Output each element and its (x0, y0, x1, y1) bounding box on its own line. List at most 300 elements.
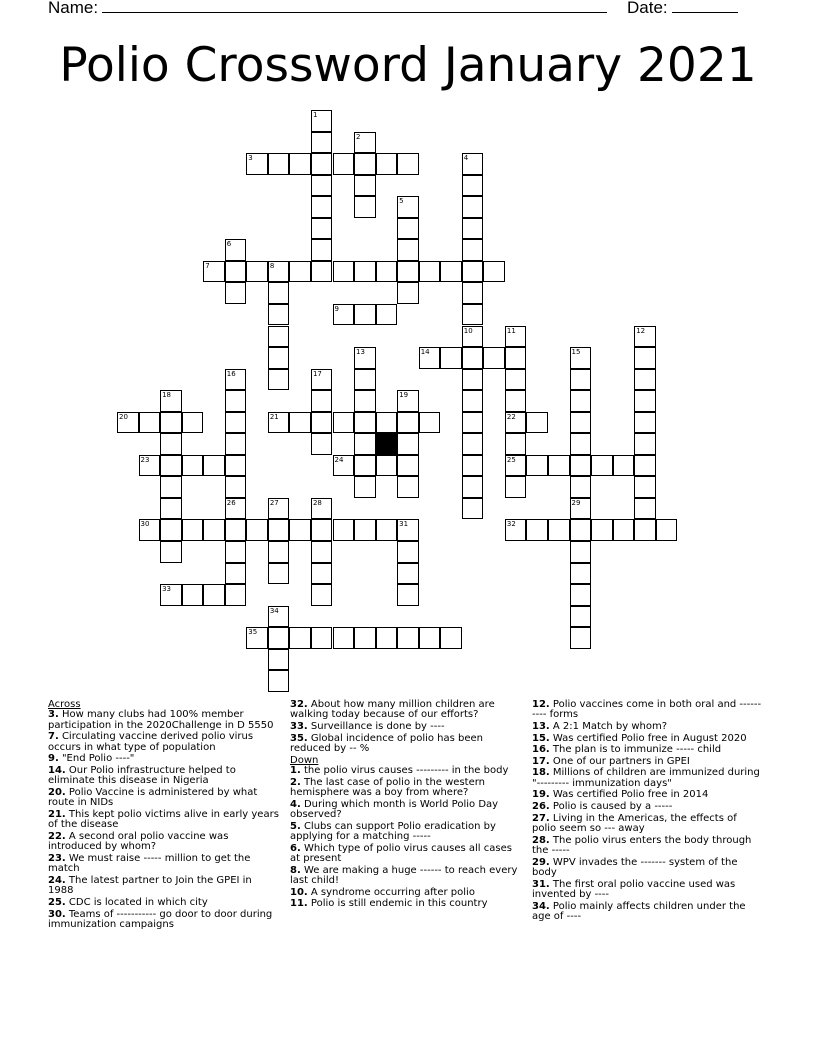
grid-cell[interactable] (397, 218, 419, 240)
grid-cell[interactable] (505, 519, 527, 541)
grid-cell[interactable] (268, 541, 290, 563)
clue-text: WPV invades the ------- system of the body (532, 856, 738, 878)
across-clue (48, 710, 280, 731)
grid-cell[interactable] (311, 390, 333, 412)
grid-cell[interactable] (570, 433, 592, 455)
grid-cell[interactable] (289, 261, 311, 283)
grid-cell[interactable] (311, 563, 333, 585)
clue-number: 34. (532, 900, 550, 912)
grid-cell[interactable] (268, 627, 290, 649)
cell-number: 27 (269, 498, 279, 507)
grid-cell[interactable] (397, 584, 419, 606)
grid-cell[interactable] (613, 455, 635, 477)
grid-cell[interactable] (419, 261, 441, 283)
grid-cell[interactable] (268, 649, 290, 671)
grid-cell[interactable] (225, 519, 247, 541)
grid-cell[interactable] (203, 261, 225, 283)
grid-cell[interactable] (462, 347, 484, 369)
grid-cell[interactable] (225, 433, 247, 455)
grid-cell[interactable] (203, 584, 225, 606)
grid-cell[interactable] (462, 218, 484, 240)
clue-number: 17. (532, 755, 550, 767)
grid-cell[interactable] (311, 369, 333, 391)
grid-cell[interactable] (505, 326, 527, 348)
down-clue (290, 800, 522, 821)
across-clue (48, 754, 280, 764)
grid-cell[interactable] (354, 627, 376, 649)
cell-number: 1 (312, 111, 318, 119)
grid-cell[interactable] (397, 239, 419, 261)
grid-cell[interactable] (354, 412, 376, 434)
clue-number: 35. (290, 732, 308, 744)
grid-cell[interactable] (333, 153, 355, 175)
grid-cell[interactable] (397, 390, 419, 412)
grid-cell[interactable] (397, 563, 419, 585)
cell-number: 22 (506, 412, 516, 421)
cell-number: 11 (506, 326, 516, 335)
cell-number: 33 (162, 585, 172, 594)
cell-number: 23 (140, 455, 150, 464)
cell-number: 26 (226, 498, 236, 507)
cell-number: 34 (269, 606, 279, 615)
clue-text: A second oral polio vaccine was introduced by whom? (48, 831, 229, 853)
grid-cell[interactable] (656, 519, 678, 541)
grid-cell[interactable] (505, 347, 527, 369)
clue-number: 2. (290, 776, 301, 788)
cell-number: 35 (248, 628, 258, 637)
clue-number: 30. (48, 908, 66, 920)
grid-cell[interactable] (182, 455, 204, 477)
grid-cell[interactable] (268, 326, 290, 348)
clue-text: Circulating vaccine derived polio virus occurs in what type of population (48, 731, 254, 753)
down-clue (532, 902, 764, 923)
grid-cell[interactable] (311, 498, 333, 520)
clue-number: 1. (290, 765, 301, 776)
clue-text: Polio is caused by a ----- (549, 800, 673, 812)
grid-cell[interactable] (354, 476, 376, 498)
grid-cell[interactable] (268, 304, 290, 326)
grid-cell[interactable] (397, 196, 419, 218)
grid-cell[interactable] (160, 498, 182, 520)
grid-cell[interactable] (505, 433, 527, 455)
grid-cell[interactable] (376, 519, 398, 541)
grid-cell[interactable] (182, 519, 204, 541)
grid-cell[interactable] (462, 476, 484, 498)
grid-cell[interactable] (182, 584, 204, 606)
grid-cell[interactable] (591, 519, 613, 541)
grid-cell[interactable] (311, 196, 333, 218)
grid-cell[interactable] (462, 369, 484, 391)
grid-cell[interactable] (570, 412, 592, 434)
grid-cell[interactable] (354, 369, 376, 391)
grid-cell[interactable] (354, 153, 376, 175)
grid-cell[interactable] (333, 304, 355, 326)
grid-cell[interactable] (376, 261, 398, 283)
cell-number: 20 (119, 412, 128, 421)
grid-cell[interactable] (289, 627, 311, 649)
grid-cell[interactable] (225, 476, 247, 498)
grid-cell[interactable] (634, 519, 656, 541)
grid-cell[interactable] (268, 347, 290, 369)
clue-number: 18. (532, 767, 550, 779)
grid-cell[interactable] (462, 196, 484, 218)
cell-number: 6 (226, 240, 232, 249)
down-clue (290, 888, 522, 898)
clue-number: 12. (532, 699, 550, 710)
cell-number: 30 (140, 520, 150, 529)
grid-cell[interactable] (397, 282, 419, 304)
grid-cell[interactable] (462, 175, 484, 197)
grid-cell[interactable] (570, 563, 592, 585)
grid-cell[interactable] (311, 433, 333, 455)
across-clue (48, 876, 280, 897)
grid-cell[interactable] (203, 455, 225, 477)
clue-number: 7. (48, 731, 59, 743)
cell-number: 32 (506, 520, 516, 529)
grid-cell[interactable] (225, 261, 247, 283)
clue-text: Surveillance is done by ---- (307, 721, 445, 732)
grid-cell[interactable] (570, 584, 592, 606)
clue-text: "End Polio ----" (58, 753, 135, 765)
grid-cell[interactable] (483, 347, 505, 369)
cell-number: 28 (312, 498, 322, 507)
grid-cell[interactable] (376, 455, 398, 477)
grid-cell[interactable] (634, 433, 656, 455)
grid-cell[interactable] (376, 304, 398, 326)
grid-cell[interactable] (634, 412, 656, 434)
across-clue (290, 734, 522, 755)
clue-text: Global incidence of polio has been reduced by -- % (290, 732, 484, 754)
grid-cell[interactable] (526, 455, 548, 477)
grid-cell[interactable] (311, 261, 333, 283)
clue-number: 10. (290, 886, 308, 898)
grid-cell[interactable] (354, 261, 376, 283)
grid-cell[interactable] (268, 282, 290, 304)
down-clue (532, 768, 764, 789)
grid-cell[interactable] (268, 369, 290, 391)
grid-cell[interactable] (160, 519, 182, 541)
grid-cell[interactable] (225, 541, 247, 563)
grid-cell[interactable] (225, 563, 247, 585)
grid-cell[interactable] (289, 412, 311, 434)
down-clue (532, 700, 764, 721)
grid-cell[interactable] (634, 347, 656, 369)
grid-cell[interactable] (225, 390, 247, 412)
grid-cell[interactable] (440, 347, 462, 369)
clue-number: 22. (48, 831, 66, 842)
grid-cell[interactable] (548, 455, 570, 477)
grid-cell[interactable] (570, 369, 592, 391)
grid-cell[interactable] (311, 412, 333, 434)
grid-cell[interactable] (570, 627, 592, 649)
grid-cell[interactable] (333, 412, 355, 434)
grid-cell[interactable] (505, 390, 527, 412)
across-clue (48, 854, 280, 875)
grid-cell[interactable] (462, 390, 484, 412)
grid-cell[interactable] (311, 584, 333, 606)
grid-cell[interactable] (397, 455, 419, 477)
grid-cell[interactable] (505, 476, 527, 498)
grid-cell[interactable] (526, 519, 548, 541)
grid-cell[interactable] (139, 455, 161, 477)
clue-text: Teams of ----------- go door to door during immunization campaigns (48, 908, 273, 930)
down-clue (532, 814, 764, 835)
grid-cell[interactable] (225, 239, 247, 261)
grid-cell[interactable] (246, 519, 268, 541)
grid-cell[interactable] (311, 541, 333, 563)
down-clue (532, 757, 764, 767)
grid-cell[interactable] (462, 282, 484, 304)
cell-number: 19 (399, 391, 409, 400)
grid-cell[interactable] (160, 433, 182, 455)
grid-cell[interactable] (311, 519, 333, 541)
grid-cell[interactable] (311, 218, 333, 240)
grid-cell[interactable] (268, 563, 290, 585)
grid-cell[interactable] (419, 412, 441, 434)
grid-cell[interactable] (570, 541, 592, 563)
across-clue (48, 766, 280, 787)
cell-number: 9 (334, 304, 339, 313)
grid-cell[interactable] (225, 282, 247, 304)
down-clue (532, 802, 764, 812)
across-clue (48, 910, 280, 931)
grid-cell[interactable] (182, 412, 204, 434)
grid-cell[interactable] (225, 584, 247, 606)
across-clue (48, 788, 280, 809)
grid-cell[interactable] (160, 390, 182, 412)
clue-text: About how many million children are walking today because of our efforts? (290, 699, 495, 721)
clue-number: 5. (290, 820, 301, 832)
grid-cell[interactable] (419, 347, 441, 369)
clue-number: 6. (290, 842, 301, 854)
clue-number: 8. (290, 864, 301, 876)
clue-number: 19. (532, 789, 550, 801)
down-clue (532, 734, 764, 744)
clue-number: 24. (48, 875, 66, 886)
down-clue (532, 722, 764, 732)
grid-cell[interactable] (440, 627, 462, 649)
grid-cell[interactable] (160, 412, 182, 434)
grid-cell[interactable] (354, 455, 376, 477)
grid-cell[interactable] (117, 412, 139, 434)
clue-number: 33. (290, 721, 308, 732)
grid-cell[interactable] (505, 455, 527, 477)
grid-cell[interactable] (419, 627, 441, 649)
cell-number: 8 (269, 261, 275, 270)
grid-cell[interactable] (354, 390, 376, 412)
grid-cell[interactable] (570, 498, 592, 520)
grid-cell[interactable] (505, 412, 527, 434)
grid-cell[interactable] (311, 239, 333, 261)
grid-cell[interactable] (354, 347, 376, 369)
grid-cell[interactable] (462, 304, 484, 326)
clues-column-2 (290, 700, 522, 911)
grid-cell[interactable] (397, 627, 419, 649)
cell-number: 29 (571, 498, 581, 507)
grid-cell[interactable] (462, 412, 484, 434)
grid-cell[interactable] (225, 412, 247, 434)
grid-cell[interactable] (139, 412, 161, 434)
grid-cell[interactable] (160, 541, 182, 563)
grid-cell[interactable] (570, 455, 592, 477)
grid-cell[interactable] (634, 498, 656, 520)
down-clue (290, 822, 522, 843)
clue-text: During which month is World Polio Day observed? (290, 798, 499, 820)
clue-number: 32. (290, 699, 308, 710)
cell-number: 3 (248, 154, 253, 163)
grid-cell[interactable] (462, 239, 484, 261)
grid-cell[interactable] (570, 347, 592, 369)
grid-cell[interactable] (246, 153, 268, 175)
grid-cell[interactable] (634, 455, 656, 477)
grid-cell[interactable] (311, 627, 333, 649)
grid-cell[interactable] (268, 261, 290, 283)
clue-text: Clubs can support Polio eradication by applying for a matching ----- (290, 820, 496, 842)
clue-number: 4. (290, 798, 301, 810)
grid-cell[interactable] (268, 670, 290, 692)
grid-cell[interactable] (483, 261, 505, 283)
grid-cell[interactable] (333, 627, 355, 649)
grid-cell[interactable] (225, 455, 247, 477)
grid-cell[interactable] (462, 433, 484, 455)
grid-cell[interactable] (570, 476, 592, 498)
grid-cell[interactable] (591, 455, 613, 477)
grid-cell[interactable] (354, 196, 376, 218)
clue-text: A syndrome occurring after polio (307, 886, 475, 898)
clue-text: Which type of polio virus causes all cases at present (290, 842, 512, 864)
grid-cell[interactable] (160, 584, 182, 606)
grid-cell[interactable] (354, 132, 376, 154)
grid-cell[interactable] (376, 627, 398, 649)
grid-cell[interactable] (268, 412, 290, 434)
date-label: Date: (627, 0, 668, 17)
clue-number: 26. (532, 800, 550, 812)
down-clue (290, 899, 522, 909)
grid-cell[interactable] (397, 541, 419, 563)
grid-cell[interactable] (203, 519, 225, 541)
grid-cell[interactable] (634, 390, 656, 412)
grid-cell[interactable] (462, 261, 484, 283)
grid-cell[interactable] (526, 412, 548, 434)
clue-number: 20. (48, 787, 66, 798)
grid-cell[interactable] (311, 110, 333, 132)
grid-cell[interactable] (397, 476, 419, 498)
grid-cell[interactable] (397, 261, 419, 283)
cell-number: 31 (399, 520, 409, 529)
down-clue (290, 866, 522, 887)
grid-cell[interactable] (570, 606, 592, 628)
down-clue (532, 858, 764, 879)
grid-cell[interactable] (268, 519, 290, 541)
grid-cell[interactable] (570, 519, 592, 541)
clue-number: 27. (532, 812, 550, 824)
clue-text: This kept polio victims alive in early years of the disease (48, 809, 279, 831)
grid-cell[interactable] (462, 455, 484, 477)
grid-cell[interactable] (311, 132, 333, 154)
down-clue (532, 836, 764, 857)
down-clue (532, 880, 764, 901)
grid-cell[interactable] (268, 606, 290, 628)
grid-cell[interactable] (139, 519, 161, 541)
grid-cell[interactable] (354, 519, 376, 541)
grid-cell[interactable] (634, 326, 656, 348)
grid-cell[interactable] (268, 153, 290, 175)
grid-cell[interactable] (570, 390, 592, 412)
clue-number: 9. (48, 753, 59, 765)
clue-number: 14. (48, 765, 66, 776)
cell-number: 18 (162, 391, 172, 400)
grid-cell-black (376, 433, 398, 455)
grid-cell[interactable] (634, 476, 656, 498)
grid-cell[interactable] (311, 175, 333, 197)
grid-cell[interactable] (462, 498, 484, 520)
grid-cell[interactable] (225, 498, 247, 520)
grid-cell[interactable] (354, 175, 376, 197)
grid-cell[interactable] (160, 455, 182, 477)
grid-cell[interactable] (333, 519, 355, 541)
clue-text: We must raise ----- million to get the match (48, 853, 251, 875)
clue-text: Polio Vaccine is administered by what route in NIDs (48, 787, 258, 809)
cell-number: 13 (356, 348, 365, 357)
grid-cell[interactable] (462, 326, 484, 348)
clue-text: Our Polio infrastructure helped to eliminate this disease in Nigeria (48, 765, 236, 787)
grid-cell[interactable] (397, 153, 419, 175)
clue-number: 15. (532, 732, 550, 744)
grid-cell[interactable] (397, 519, 419, 541)
grid-cell[interactable] (160, 476, 182, 498)
grid-cell[interactable] (225, 369, 247, 391)
grid-cell[interactable] (397, 412, 419, 434)
grid-cell[interactable] (354, 433, 376, 455)
grid-cell[interactable] (268, 498, 290, 520)
grid-cell[interactable] (246, 261, 268, 283)
clue-number: 3. (48, 709, 59, 721)
cell-number: 21 (269, 412, 279, 421)
down-clue (290, 844, 522, 865)
clue-text: Living in the Americas, the effects of polio seem so --- away (532, 812, 737, 834)
grid-cell[interactable] (246, 627, 268, 649)
cell-number: 24 (334, 455, 344, 464)
cell-number: 5 (399, 197, 404, 206)
clue-text: Polio mainly affects children under the age of ---- (532, 900, 746, 922)
cell-number: 14 (420, 348, 430, 357)
grid-cell[interactable] (634, 369, 656, 391)
grid-cell[interactable] (333, 261, 355, 283)
grid-cell[interactable] (505, 369, 527, 391)
grid-cell[interactable] (376, 153, 398, 175)
clue-text: The plan is to immunize ----- child (549, 744, 722, 756)
grid-cell[interactable] (397, 433, 419, 455)
across-clue (290, 700, 522, 721)
grid-cell[interactable] (354, 304, 376, 326)
grid-cell[interactable] (548, 519, 570, 541)
clue-text: One of our partners in GPEI (549, 755, 690, 767)
grid-cell[interactable] (376, 412, 398, 434)
clue-number: 28. (532, 834, 550, 846)
clue-number: 31. (532, 878, 550, 890)
grid-cell[interactable] (440, 261, 462, 283)
grid-cell[interactable] (311, 153, 333, 175)
grid-cell[interactable] (289, 519, 311, 541)
grid-cell[interactable] (462, 153, 484, 175)
down-clue (532, 745, 764, 755)
clues-column-1 (48, 700, 280, 932)
grid-cell[interactable] (333, 455, 355, 477)
down-clue (290, 766, 522, 776)
grid-cell[interactable] (289, 153, 311, 175)
clue-text: How many clubs had 100% member participation in the 2020Challenge in D 5550 (48, 709, 274, 731)
grid-cell[interactable] (613, 519, 635, 541)
